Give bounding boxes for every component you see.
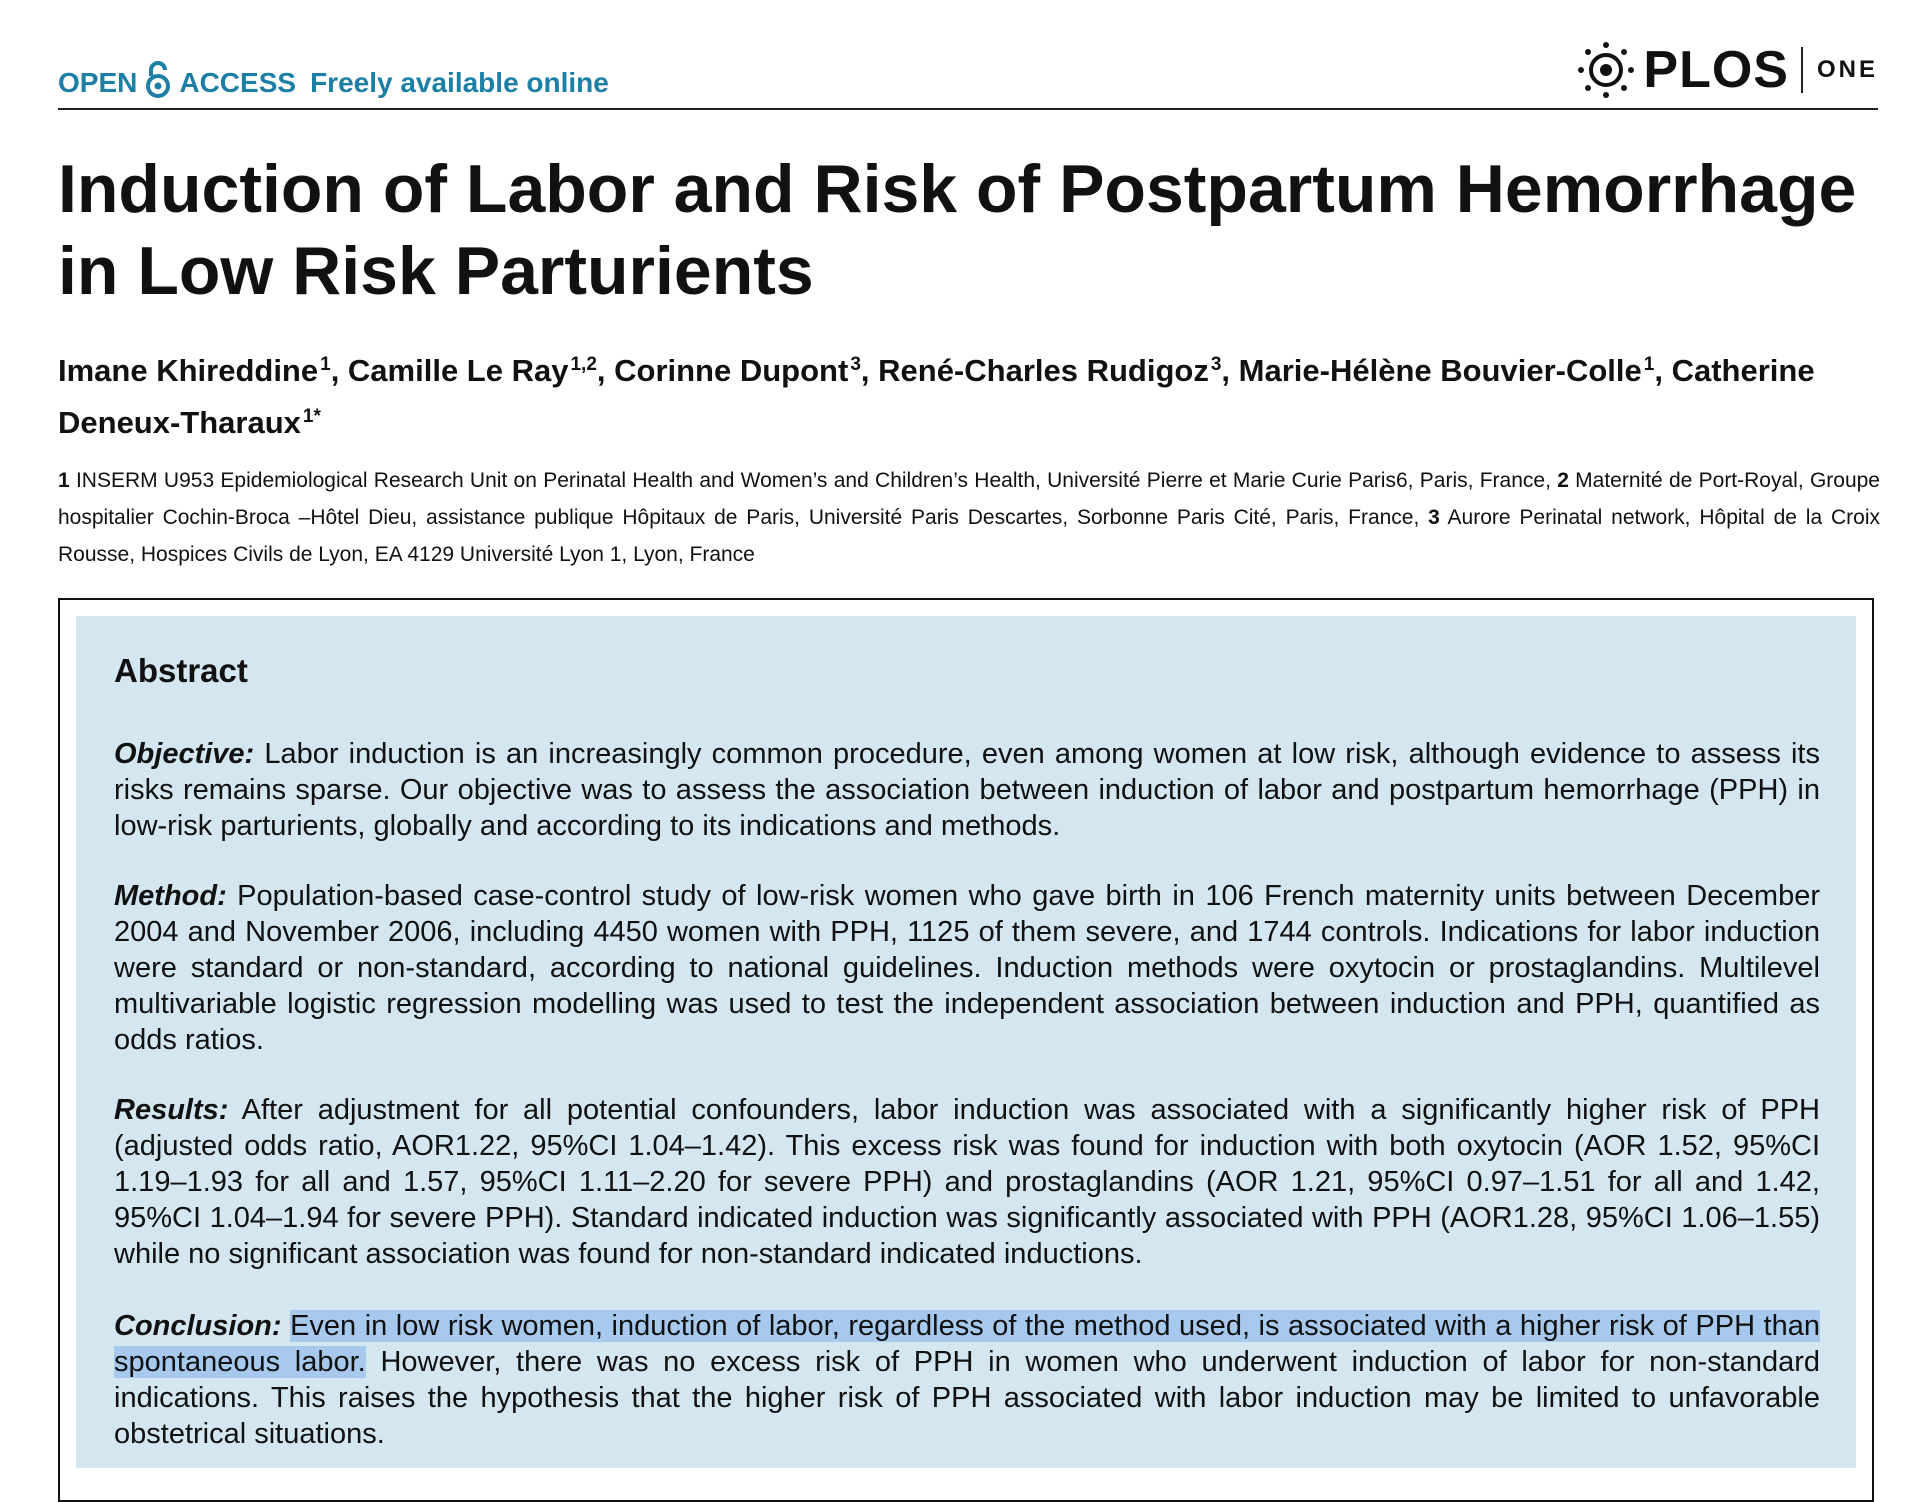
open-access-banner[interactable]: [58, 64, 609, 102]
affiliations: [58, 462, 1880, 573]
abstract-method: [114, 878, 1820, 1058]
author[interactable]: René-Charles Rudigoz $^3$: [878, 353, 1222, 388]
affiliation-number: 2: [1557, 469, 1569, 492]
freely-available-label: Freely available online: [310, 67, 609, 98]
abstract-results: [114, 1092, 1820, 1272]
author[interactable]: Marie-Hélène Bouvier-Colle $^1$: [1238, 353, 1655, 388]
plos-wordmark: PLOS: [1643, 41, 1789, 99]
article-title: Induction of Labor and Risk of Postpartum Hemorrhage in Low Risk Parturients: [58, 151, 1857, 309]
open-access-lock-icon: [145, 60, 171, 98]
abstract-objective: [114, 736, 1820, 844]
objective-text: Labor induction is an increasingly common procedure, even among women at low risk, although evidence to assess its risks remains sparse. Our objective was to assess the association between induction of labor and postpartum hemorrhage (PPH) in low-risk parturients, globally and according to its indications and methods.: [114, 738, 1820, 842]
plos-sun-logo-icon: [1575, 39, 1637, 101]
author[interactable]: Imane Khireddine $^1$: [58, 353, 331, 388]
author[interactable]: Corinne Dupont $^3$: [614, 353, 861, 388]
conclusion-label: Conclusion:: [114, 1310, 282, 1342]
method-text: Population-based case-control study of low-risk women who gave birth in 106 French maternity units between December 2004 and November 2006, including 4450 women with PPH, 1125 of them severe, and 1744 controls. Indications for labor induction were standard or non-standard, according to national guidelines. Induction methods were oxytocin or prostaglandins. Multilevel multivariable logistic regression modelling was used to test the independent association between induction and PPH, quantified as odds ratios.: [114, 880, 1820, 1056]
affiliation-number: 1: [58, 469, 70, 492]
abstract-conclusion: [114, 1308, 1820, 1452]
method-label: Method:: [114, 880, 227, 912]
abstract-heading: Abstract: [114, 652, 248, 689]
affiliation-text: INSERM U953 Epidemiological Research Unit on Perinatal Health and Women’s and Children’s Health, Université Pierre et Marie Curie Paris6, Paris, France,: [69, 469, 1558, 492]
author[interactable]: Camille Le Ray $^{1,2}$: [347, 353, 597, 388]
affiliation-text: Aurore Perinatal network, Hôpital de la Croix Rousse, Hospices Civils de Lyon, EA 4129 Université Lyon 1, Lyon, France: [58, 506, 1880, 566]
abstract-box: [76, 616, 1856, 1468]
results-text: After adjustment for all potential confounders, labor induction was associated with a significantly higher risk of PPH (adjusted odds ratio, AOR1.22, 95%CI 1.04–1.42). This excess risk was found for induction with both oxytocin (AOR 1.52, 95%CI 1.19–1.93 for all and 1.57, 95%CI 1.11–2.20 for severe PPH) and prostaglandins (AOR 1.21, 95%CI 0.97–1.51 for all and 1.42, 95%CI 1.04–1.94 for severe PPH). Standard indicated induction was significantly associated with PPH (AOR1.28, 95%CI 1.06–1.55) while no significant association was found for non-standard indicated inductions.: [114, 1094, 1820, 1270]
affiliation-number: 3: [1428, 506, 1440, 529]
results-label: Results:: [114, 1094, 229, 1126]
abstract-frame: [58, 598, 1874, 1502]
logo-divider: [1801, 47, 1803, 93]
plos-one-logo[interactable]: [1575, 41, 1878, 99]
access-label: ACCESS: [179, 67, 297, 98]
one-wordmark: ONE: [1816, 56, 1878, 83]
author[interactable]: Catherine Deneux-Tharaux $^{1*}$: [58, 353, 1815, 440]
affiliation-text: Maternité de Port-Royal, Groupe hospitalier Cochin-Broca –Hôtel Dieu, assistance publique Hôpitaux de Paris, Université Paris Descartes, Sorbonne Paris Cité, Paris, France,: [58, 469, 1880, 529]
conclusion-text: However, there was no excess risk of PPH in women who underwent induction of labor for non-standard indications. This raises the hypothesis that the higher risk of PPH associated with labor induction may be limited to unfavorable obstetrical situations.: [114, 1346, 1820, 1450]
highlighted-text[interactable]: Even in low risk women, induction of labor, regardless of the method used, is associated with a higher risk of PPH than spontaneous labor.: [114, 1310, 1820, 1378]
open-label: OPEN: [58, 67, 138, 98]
journal-header: [58, 41, 1878, 110]
author-list: Imane Khireddine $^1$, Camille Le Ray $^{1,2}$, Corinne Dupont $^3$, René-Charles Rudigoz $^3$, Marie-Hélène Bouvier-Colle $^1$, Catherine Deneux-Tharaux $^{1*}$: [58, 353, 1815, 440]
objective-label: Objective:: [114, 738, 255, 770]
